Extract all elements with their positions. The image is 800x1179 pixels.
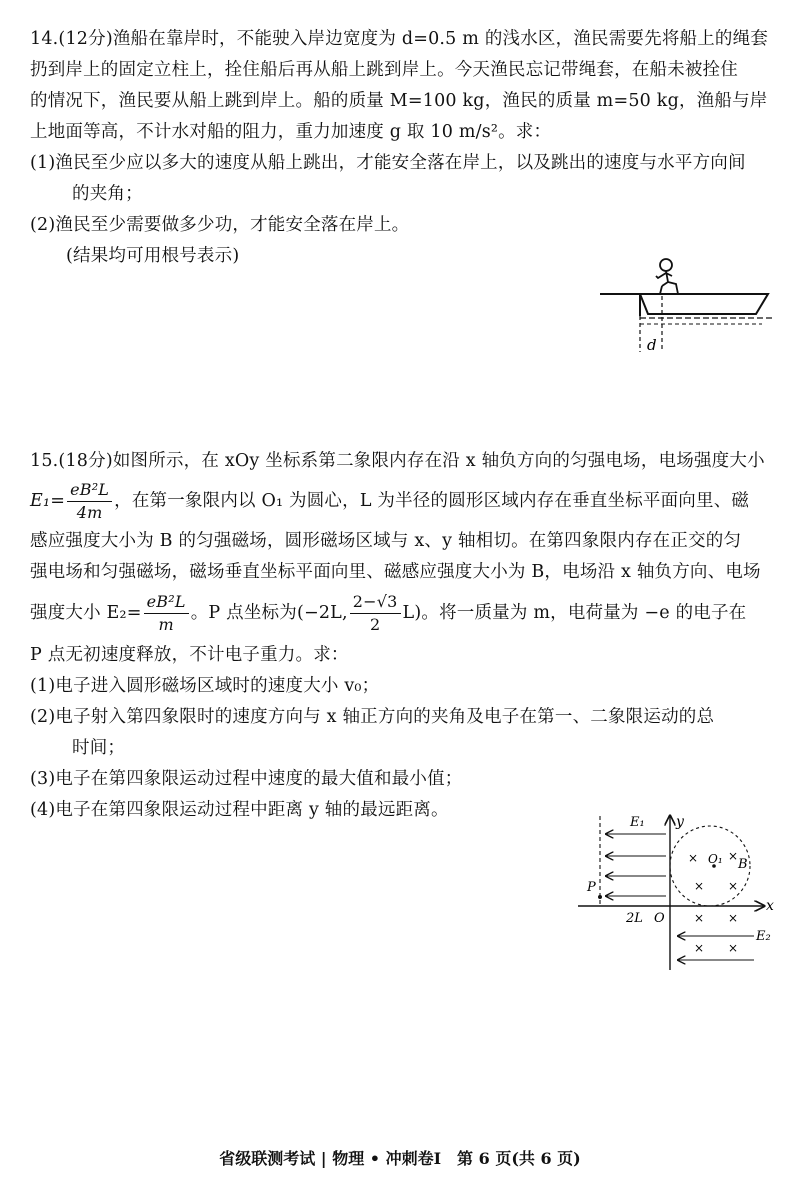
e2-fraction — [144, 591, 189, 636]
cross-symbol: × — [694, 879, 705, 893]
fisherman-legs — [660, 286, 662, 294]
origin-label: O — [654, 911, 665, 926]
p14-question-1a: (1)渔民至少应以多大的速度从船上跳出，才能安全落在岸上，以及跳出的速度与水平方向间 — [30, 153, 746, 173]
e2-numerator: eB²L — [144, 591, 189, 614]
cross-symbol: × — [694, 941, 705, 955]
p14-line-3: 的情况下，渔民要从船上跳到岸上。船的质量 M=100 kg，渔民的质量 m=50 kg，渔船与岸 — [30, 91, 768, 111]
shore-outline — [600, 294, 640, 316]
d-label: d — [647, 336, 657, 354]
p15-question-3: (3)电子在第四象限运动过程中速度的最大值和最小值； — [30, 769, 463, 789]
e1-lhs: E₁= — [30, 491, 66, 511]
p15-question-2a: (2)电子射入第四象限时的速度方向与 x 轴正方向的夹角及电子在第一、二象限运动的总 — [30, 707, 715, 727]
p-label: P — [587, 880, 596, 895]
boat-hull — [640, 294, 768, 314]
e1-fraction — [67, 479, 112, 524]
e2-label: E₂ — [756, 929, 771, 944]
p14-question-1b: 的夹角； — [72, 184, 143, 204]
p14-line-2: 扔到岸上的固定立柱上，拴住船后再从船上跳到岸上。今天渔民忘记带绳套，在船未被拴住 — [30, 60, 738, 80]
cross-symbol: × — [688, 851, 699, 865]
e1-denominator: 4m — [76, 503, 103, 522]
cross-symbol: × — [728, 849, 739, 863]
cross-symbol: × — [728, 941, 739, 955]
cross-symbol: × — [728, 911, 739, 925]
o1-label: O₁ — [708, 852, 723, 866]
p15-question-1: (1)电子进入圆形磁场区域时的速度大小 v₀； — [30, 676, 380, 696]
page-footer: 省级联测考试 | 物理 • 冲刺卷Ⅰ 第 6 页(共 6 页) — [219, 1149, 581, 1168]
p-coord-numerator: 2−√3 — [350, 591, 401, 614]
p15-line-5 — [30, 590, 746, 636]
e2-denominator: m — [158, 615, 174, 634]
p15-figure — [574, 810, 784, 980]
b-label: B — [738, 857, 748, 872]
p14-figure — [596, 256, 776, 364]
p-point — [598, 895, 602, 899]
y-axis-label: y — [676, 814, 684, 830]
2l-label: 2L — [626, 911, 643, 926]
e1-numerator: eB²L — [67, 479, 112, 502]
p14-line-4: 上地面等高，不计水对船的阻力，重力加速度 g 取 10 m/s²。求： — [30, 122, 552, 142]
cross-symbol: × — [694, 911, 705, 925]
p15-line-1: 15.(18分)如图所示，在 xOy 坐标系第二象限内存在沿 x 轴负方向的匀强电场，电场强度大小 — [30, 451, 765, 471]
fisherman-body — [656, 271, 678, 294]
p15-line-2-rest: ，在第一象限内以 O₁ 为圆心，L 为半径的圆形区域内存在垂直坐标平面向里、磁 — [114, 491, 750, 511]
p15-question-4: (4)电子在第四象限运动过程中距离 y 轴的最远距离。 — [30, 800, 449, 820]
fisherman-head — [660, 259, 672, 271]
p14-line-1: 14.(12分)渔船在靠岸时，不能驶入岸边宽度为 d=0.5 m 的浅水区，渔民需要先将船上的绳套 — [30, 29, 769, 49]
p15-line-6: P 点无初速度释放，不计电子重力。求： — [30, 645, 349, 665]
p-coord-denominator: 2 — [369, 615, 381, 634]
e2-lhs: 强度大小 E₂= — [30, 603, 142, 623]
p14-question-2: (2)渔民至少需要做多少功，才能安全落在岸上。 — [30, 215, 410, 235]
p15-line-5-mid: 。P 点坐标为(−2L, — [190, 603, 348, 623]
p15-line-2 — [30, 478, 749, 524]
p15-question-2b: 时间； — [72, 738, 126, 758]
x-axis-label: x — [766, 898, 774, 914]
p15-line-4: 强电场和匀强磁场，磁场垂直坐标平面向里、磁感应强度大小为 B，电场沿 x 轴负方向、电场 — [30, 562, 761, 582]
p14-note: (结果均可用根号表示) — [66, 246, 240, 266]
e1-label: E₁ — [630, 815, 645, 830]
p15-line-3: 感应强度大小为 B 的匀强磁场，圆形磁场区域与 x、y 轴相切。在第四象限内存在正交的匀 — [30, 531, 742, 551]
p-coord-fraction — [350, 591, 401, 636]
cross-symbol: × — [728, 879, 739, 893]
p15-line-5-post: L)。将一质量为 m，电荷量为 −e 的电子在 — [402, 603, 747, 623]
